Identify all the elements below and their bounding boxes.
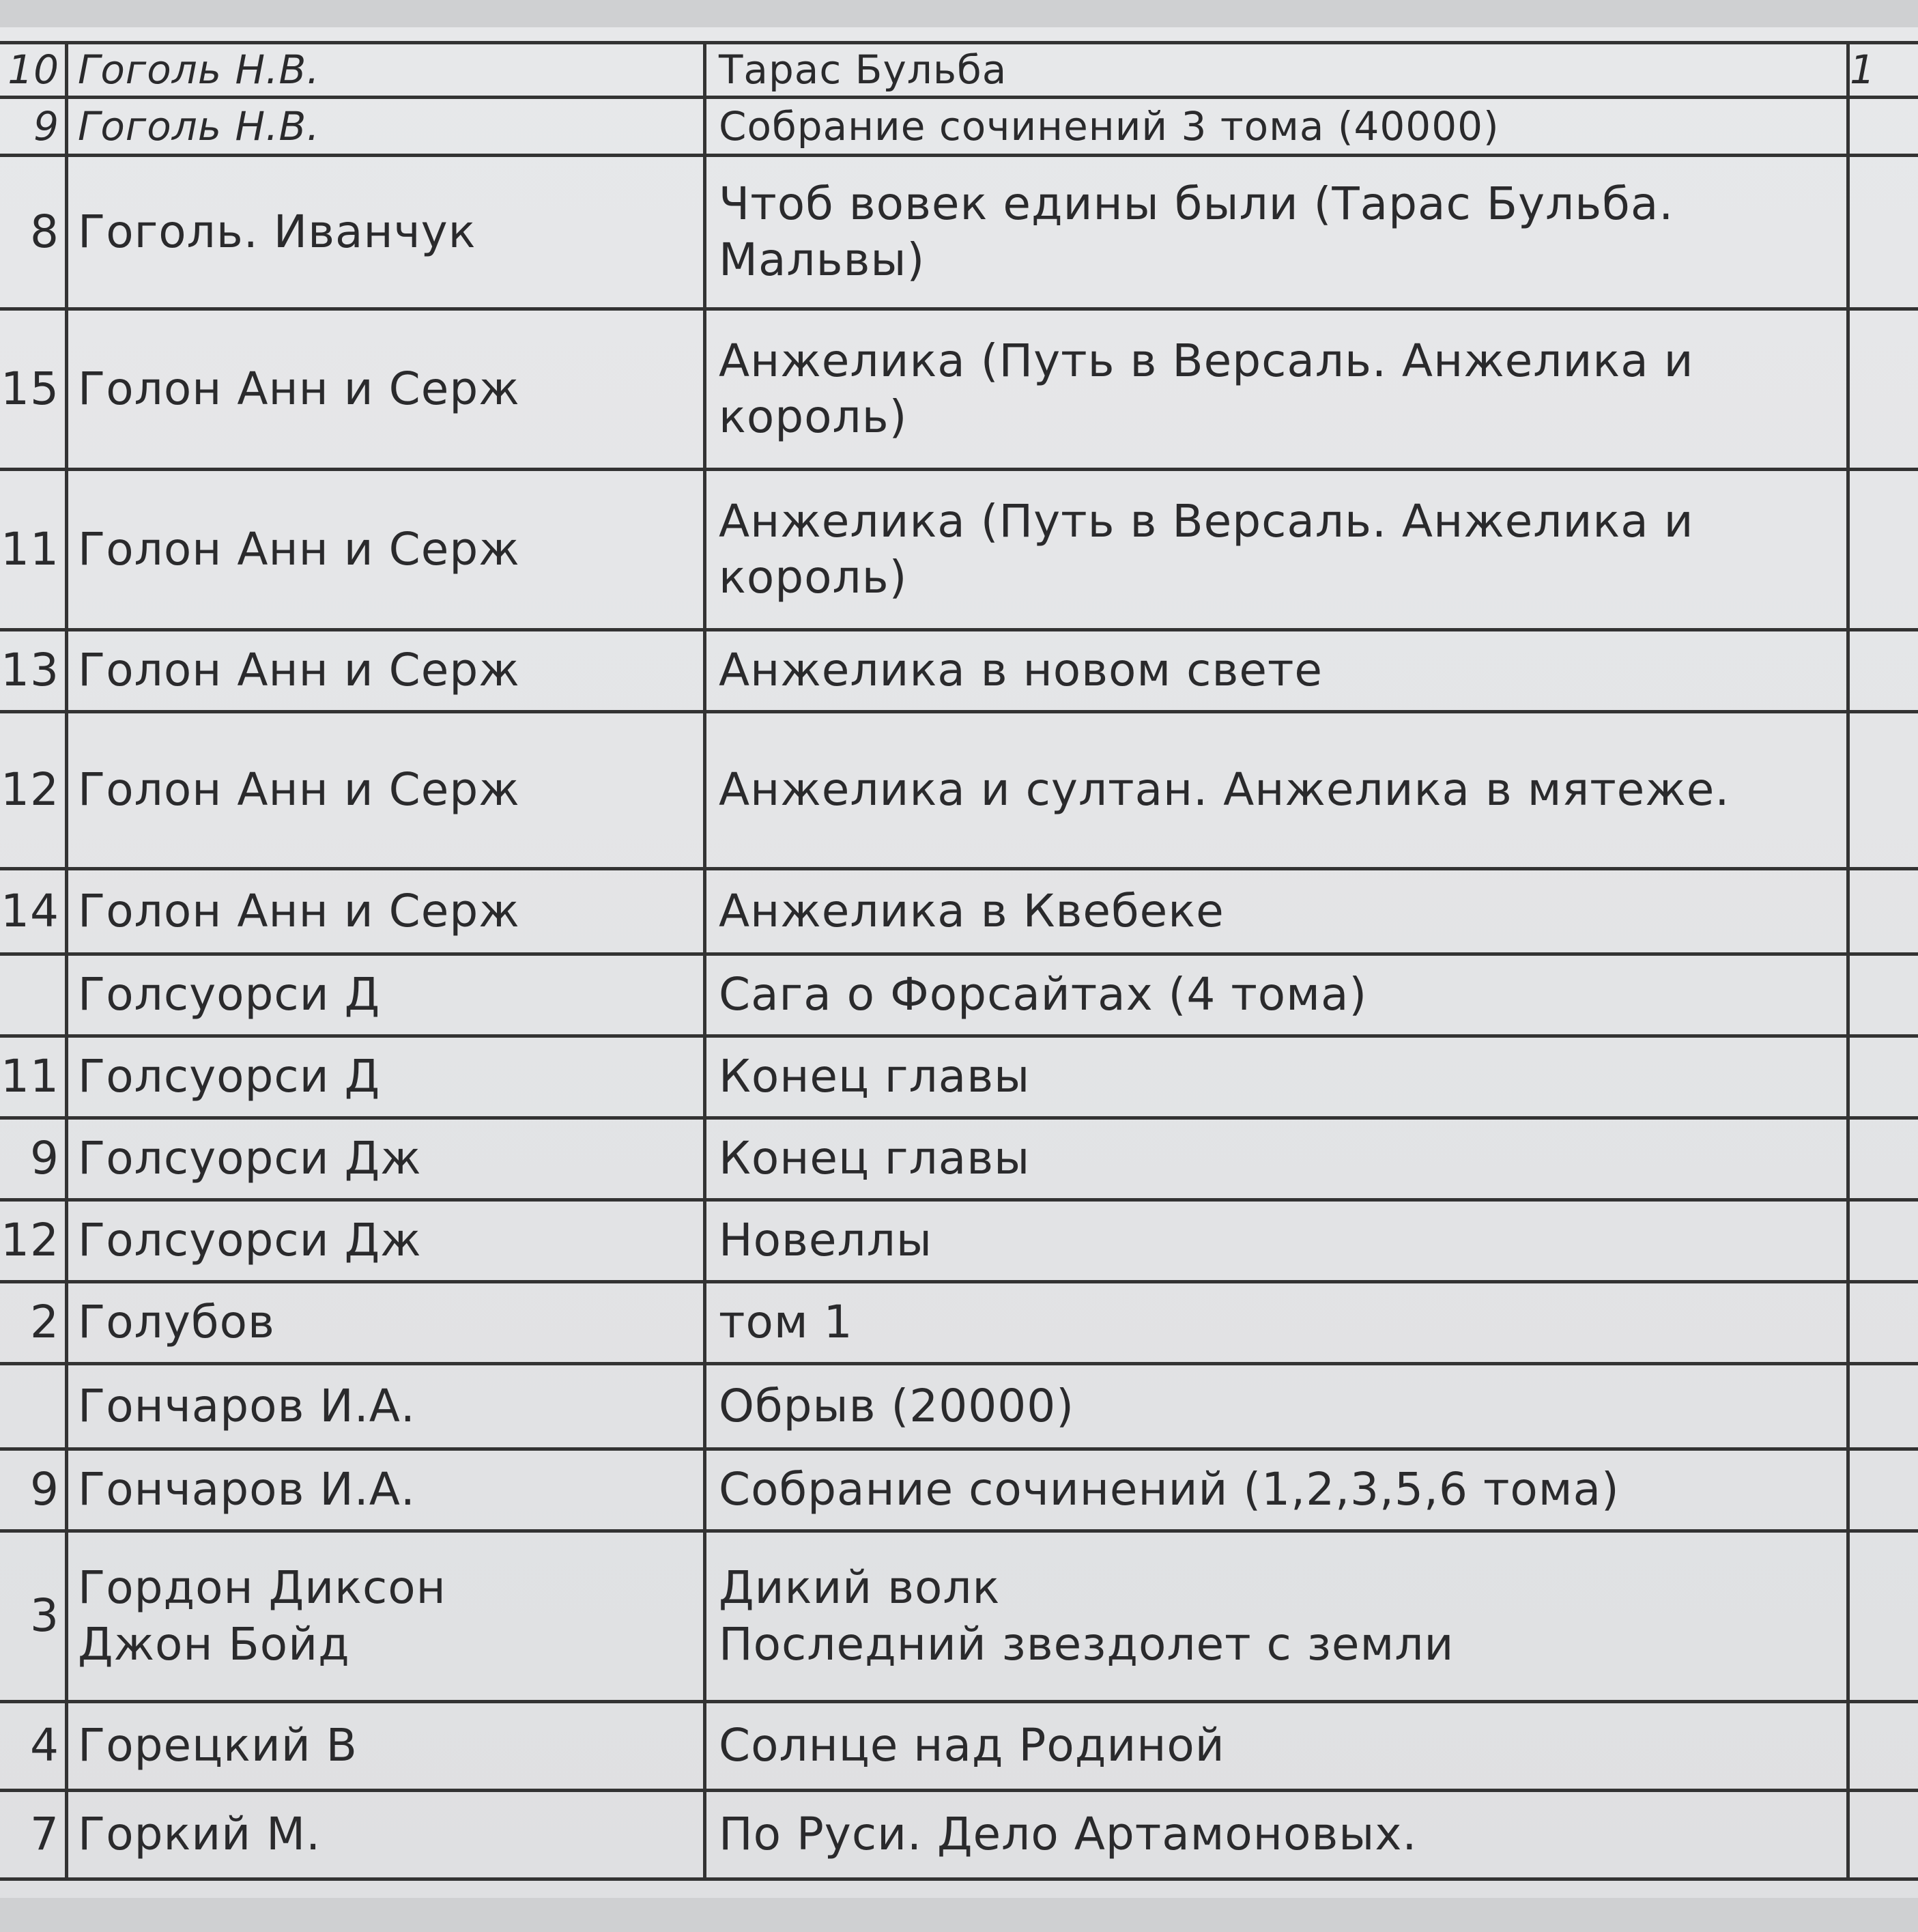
author-cell: Голубов [68,1283,706,1365]
extra-cell [1850,99,1918,157]
author-cell: Голсуорси Дж [68,1202,706,1283]
title-cell: Тарас Бульба [706,44,1850,99]
row-number: 11 [0,471,68,631]
author-cell: Гоголь Н.В. [68,44,706,99]
row-number: 15 [0,311,68,471]
author-cell: Голон Анн и Серж [68,713,706,870]
title-cell: Анжелика в новом свете [706,631,1850,713]
author-cell: Горецкий В [68,1703,706,1792]
title-cell: Анжелика и султан. Анжелика в мятеже. [706,713,1850,870]
row-number: 4 [0,1703,68,1792]
extra-cell [1850,1533,1918,1703]
row-number: 3 [0,1533,68,1703]
book-table [0,41,1918,1881]
title-line: Последний звездолет с земли [719,1617,1455,1671]
author-cell: Голон Анн и Серж [68,311,706,471]
title-cell: По Руси. Дело Артамоновых. [706,1792,1850,1881]
row-number: 2 [0,1283,68,1365]
author-cell: Голон Анн и Серж [68,631,706,713]
extra-cell [1850,870,1918,956]
row-number: 9 [0,99,68,157]
title-cell: Анжелика (Путь в Версаль. Анжелика и король) [706,311,1850,471]
row-number: 12 [0,713,68,870]
row-number: 7 [0,1792,68,1881]
row-number [0,956,68,1038]
extra-cell [1850,471,1918,631]
title-line: Дикий волк [719,1561,1001,1614]
row-number: 11 [0,1038,68,1120]
title-cell: Анжелика (Путь в Версаль. Анжелика и король) [706,471,1850,631]
title-cell: Чтоб вовек едины были (Тарас Бульба. Мальвы) [706,157,1850,311]
author-line: Джон Бойд [78,1617,350,1671]
row-number: 14 [0,870,68,956]
author-cell: Гоголь. Иванчук [68,157,706,311]
title-cell: Конец главы [706,1038,1850,1120]
extra-cell [1850,1703,1918,1792]
extra-cell [1850,1365,1918,1451]
extra-cell [1850,1283,1918,1365]
title-cell: Собрание сочинений (1,2,3,5,6 тома) [706,1451,1850,1533]
title-cell: Сага о Форсайтах (4 тома) [706,956,1850,1038]
author-cell: Голсуорси Д [68,956,706,1038]
author-line: Гордон Диксон [78,1561,446,1614]
extra-cell [1850,1038,1918,1120]
extra-cell [1850,1120,1918,1202]
title-cell [706,1533,1850,1703]
author-cell: Голон Анн и Серж [68,870,706,956]
author-cell: Гончаров И.А. [68,1451,706,1533]
row-number: 8 [0,157,68,311]
extra-cell: 1 [1850,44,1918,99]
row-number [0,1365,68,1451]
extra-cell [1850,1451,1918,1533]
row-number: 13 [0,631,68,713]
row-number: 12 [0,1202,68,1283]
title-cell: том 1 [706,1283,1850,1365]
extra-cell [1850,1792,1918,1881]
title-cell: Солнце над Родиной [706,1703,1850,1792]
extra-cell [1850,1202,1918,1283]
author-cell: Голсуорси Д [68,1038,706,1120]
author-cell [68,1533,706,1703]
extra-cell [1850,157,1918,311]
author-cell: Голсуорси Дж [68,1120,706,1202]
author-cell: Голон Анн и Серж [68,471,706,631]
title-cell: Конец главы [706,1120,1850,1202]
title-cell: Анжелика в Квебеке [706,870,1850,956]
title-cell: Собрание сочинений 3 тома (40000) [706,99,1850,157]
title-cell: Новеллы [706,1202,1850,1283]
author-cell: Гончаров И.А. [68,1365,706,1451]
row-number: 9 [0,1120,68,1202]
extra-cell [1850,956,1918,1038]
row-number: 9 [0,1451,68,1533]
title-cell: Обрыв (20000) [706,1365,1850,1451]
extra-cell [1850,713,1918,870]
author-cell: Горкий М. [68,1792,706,1881]
extra-cell [1850,631,1918,713]
row-number: 10 [0,44,68,99]
extra-cell [1850,311,1918,471]
author-cell: Гоголь Н.В. [68,99,706,157]
